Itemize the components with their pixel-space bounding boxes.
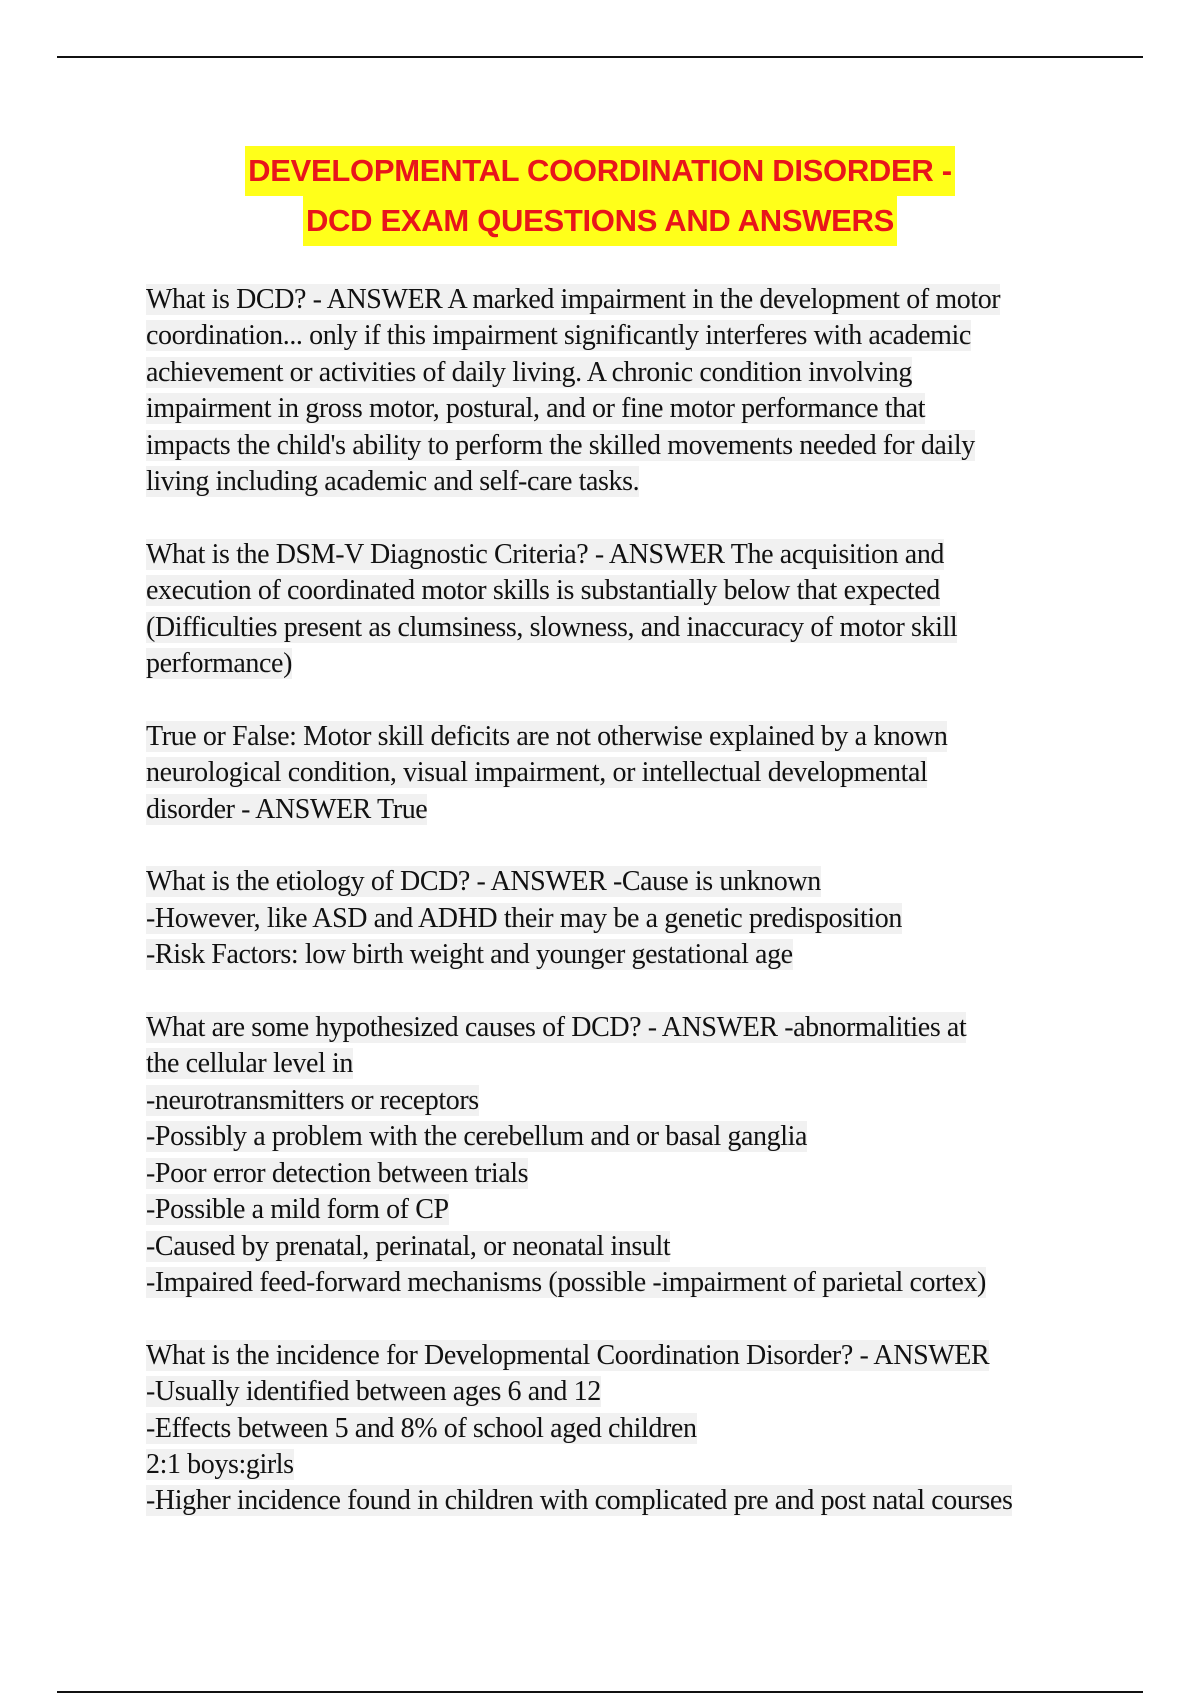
- qa-line: [146, 1411, 1146, 1447]
- qa-line-text: True or False: Motor skill deficits are not otherwise explained by a known: [146, 720, 948, 752]
- qa-line: [146, 1447, 1146, 1483]
- qa-line: [146, 1229, 1146, 1265]
- qa-line: [146, 1156, 1146, 1192]
- qa-line: [146, 1374, 1146, 1410]
- title-line-1: DEVELOPMENTAL COORDINATION DISORDER -: [245, 146, 955, 196]
- qa-line-text: living including academic and self-care tasks.: [146, 466, 640, 498]
- qa-item: [146, 1010, 1146, 1301]
- qa-line-text: What is DCD? - ANSWER A marked impairment in the development of motor: [146, 284, 1001, 315]
- qa-line-text: coordination... only if this impairment significantly interferes with academic: [146, 320, 971, 352]
- qa-line-text: What is the etiology of DCD? - ANSWER -Cause is unknown: [146, 866, 821, 898]
- qa-line: [146, 646, 1146, 682]
- qa-line: [146, 792, 1146, 828]
- qa-line-text: disorder - ANSWER True: [146, 793, 428, 825]
- qa-line: [146, 1083, 1146, 1119]
- qa-line-text: -Higher incidence found in children with complicated pre and post natal courses: [146, 1485, 1013, 1517]
- qa-line: [146, 1265, 1146, 1301]
- qa-item: [146, 1338, 1146, 1520]
- qa-line-text: performance): [146, 648, 292, 680]
- qa-line-text: impacts the child's ability to perform the skilled movements needed for daily: [146, 429, 975, 461]
- qa-line: [146, 318, 1146, 354]
- bottom-rule: [57, 1691, 1143, 1693]
- qa-line-text: -Caused by prenatal, perinatal, or neonatal insult: [146, 1230, 671, 1262]
- qa-line: [146, 391, 1146, 427]
- qa-line: [146, 1338, 1146, 1374]
- qa-line-text: achievement or activities of daily living. A chronic condition involving: [146, 356, 912, 388]
- qa-line: [146, 719, 1146, 755]
- qa-line: [146, 537, 1146, 573]
- qa-line-text: -Effects between 5 and 8% of school aged children: [146, 1412, 697, 1444]
- qa-line-text: -Possibly a problem with the cerebellum and or basal ganglia: [146, 1121, 808, 1153]
- qa-line-text: -neurotransmitters or receptors: [146, 1084, 479, 1116]
- qa-item: [146, 864, 1146, 973]
- qa-line: [146, 1192, 1146, 1228]
- title-line-2: DCD EXAM QUESTIONS AND ANSWERS: [303, 196, 897, 246]
- top-rule: [57, 56, 1143, 58]
- qa-item: [146, 537, 1146, 683]
- qa-line-text: (Difficulties present as clumsiness, slowness, and inaccuracy of motor skill: [146, 611, 958, 643]
- qa-list: [146, 282, 1146, 1556]
- qa-line: [146, 282, 1146, 318]
- qa-line-text: -Impaired feed-forward mechanisms (possible -impairment of parietal cortex): [146, 1266, 986, 1298]
- qa-line-text: neurological condition, visual impairment, or intellectual developmental: [146, 757, 928, 789]
- qa-line: [146, 1046, 1146, 1082]
- qa-line-text: What is the incidence for Developmental Coordination Disorder? - ANSWER: [146, 1339, 990, 1371]
- qa-line: [146, 864, 1146, 900]
- qa-line: [146, 755, 1146, 791]
- qa-line-text: -Possible a mild form of CP: [146, 1194, 449, 1226]
- qa-line: [146, 428, 1146, 464]
- qa-line: [146, 464, 1146, 500]
- qa-line-text: -However, like ASD and ADHD their may be a genetic predisposition: [146, 902, 902, 934]
- qa-line-text: 2:1 boys:girls: [146, 1448, 294, 1480]
- qa-line: [146, 1119, 1146, 1155]
- qa-line: [146, 610, 1146, 646]
- qa-line: [146, 1483, 1146, 1519]
- qa-line: [146, 901, 1146, 937]
- qa-line-text: the cellular level in: [146, 1048, 353, 1080]
- qa-line-text: -Risk Factors: low birth weight and younger gestational age: [146, 939, 793, 971]
- document-title: [0, 146, 1200, 246]
- qa-line-text: execution of coordinated motor skills is substantially below that expected: [146, 575, 940, 607]
- qa-line: [146, 573, 1146, 609]
- qa-line-text: What are some hypothesized causes of DCD? - ANSWER -abnormalities at: [146, 1012, 967, 1044]
- qa-line-text: -Usually identified between ages 6 and 12: [146, 1376, 601, 1408]
- qa-line: [146, 937, 1146, 973]
- qa-line-text: impairment in gross motor, postural, and or fine motor performance that: [146, 393, 926, 425]
- qa-line-text: What is the DSM-V Diagnostic Criteria? - ANSWER The acquisition and: [146, 538, 945, 570]
- qa-line: [146, 355, 1146, 391]
- qa-line-text: -Poor error detection between trials: [146, 1157, 529, 1189]
- qa-line: [146, 1010, 1146, 1046]
- qa-item: [146, 282, 1146, 500]
- qa-item: [146, 719, 1146, 828]
